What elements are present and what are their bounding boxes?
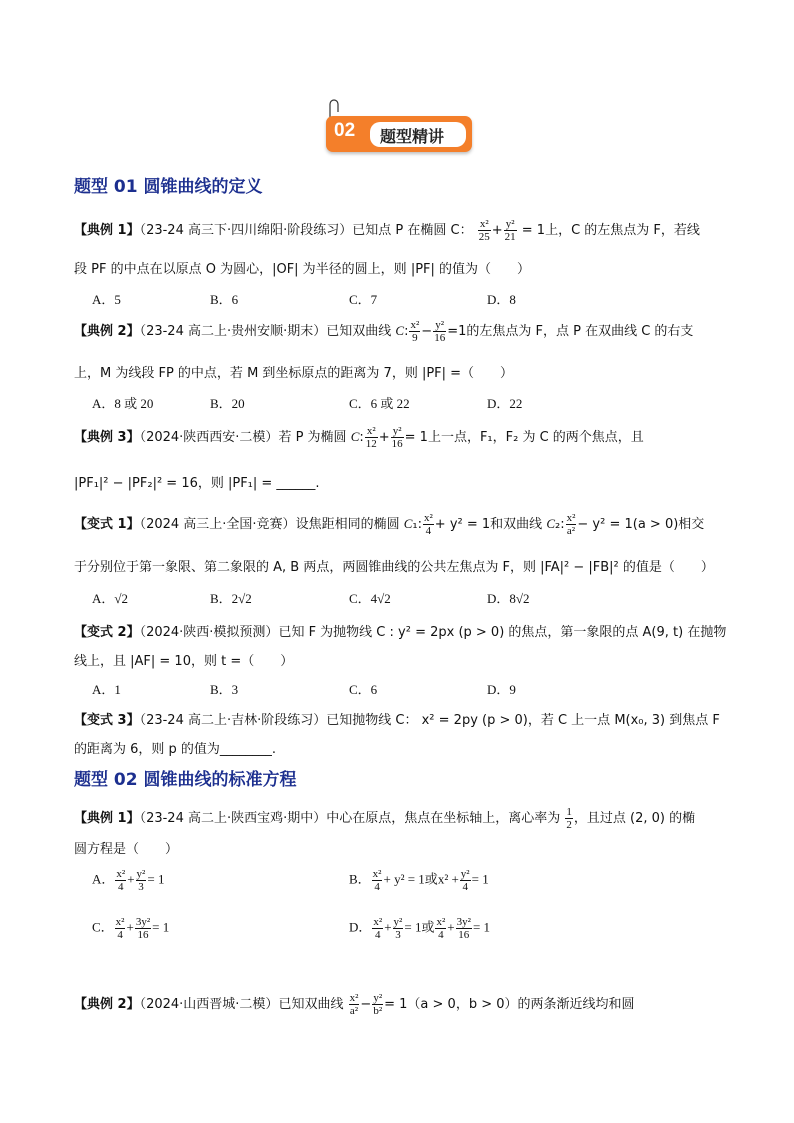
variant-3-line-1: 【变式 3】（23-24 高二上·吉林·阶段练习）已知抛物线 C： x² = 2py (p > 0)，若 C 上一点 M(x₀, 3) 到焦点 F (74, 713, 720, 728)
variant-1-line-1: 【变式 1】（2024 高三上·全国·竞赛）设焦距相同的椭圆 C₁: $\frac{\text{x²}}{4}$ + y² = 1和双曲线 C₂: $\frac{\text{x²}}{\text{a²}}$ − y² = 1(a > 0)相交 (74, 512, 705, 537)
question-3-line-1: 【典例 3】（2024·陕西西安·二模）若 P 为椭圆 C: $\frac{\text{x²}}{12}$ + $\frac{\text{y²}}{16}$ = 1上一点，F₁，F₂ 为 C 的两个焦点，且 (74, 425, 644, 450)
v2-option-d[interactable]: D．9 (487, 682, 516, 697)
q4-option-a[interactable]: A． $\frac{\text{x²}}{4}$ + $\frac{\text{y²}}{3}$ = 1 (92, 868, 165, 893)
q2-option-b[interactable]: B．20 (210, 396, 245, 411)
variant-2-line-1: 【变式 2】（2024·陕西·模拟预测）已知 F 为抛物线 C : y² = 2px (p > 0) 的焦点，第一象限的点 A(9, t) 在抛物 (74, 625, 727, 640)
question-1-line-1: 【典例 1】（23-24 高三下·四川绵阳·阶段练习）已知点 P 在椭圆 C： $\frac{\text{x²}}{25}$ + $\frac{\text{y²}}{21}$ = 1上，C 的左焦点为 F，若线 (74, 218, 700, 243)
question-1-line-2: 段 PF 的中点在以原点 O 为圆心，|OF| 为半径的圆上，则 |PF| 的值为（ ） (74, 262, 531, 277)
q4-option-c[interactable]: C． $\frac{\text{x²}}{4}$ + $\frac{\text{3y²}}{16}$ = 1 (92, 916, 170, 941)
q2-option-c[interactable]: C．6 或 22 (349, 396, 410, 411)
variant-3-line-2: 的距离为 6，则 p 的值为________. (74, 742, 277, 757)
question-4-line-2: 圆方程是（ ） (74, 842, 179, 857)
v2-option-a[interactable]: A．1 (92, 682, 121, 697)
v1-option-b[interactable]: B．2√2 (210, 591, 252, 606)
badge-label: 题型精讲 (380, 127, 445, 146)
q1-option-d[interactable]: D．8 (487, 292, 516, 307)
section-badge (326, 112, 472, 152)
q2-option-d[interactable]: D．22 (487, 396, 523, 411)
badge-number: 02 (334, 120, 356, 141)
question-2-line-2: 上，M 为线段 FP 的中点，若 M 到坐标原点的距离为 7，则 |PF| =（ ） (74, 366, 514, 381)
variant-1-line-2: 于分别位于第一象限、第二象限的 A, B 两点，两圆锥曲线的公共左焦点为 F，则 |FA|² − |FB|² 的值是（ ） (74, 560, 714, 575)
question-4-line-1: 【典例 1】（23-24 高二上·陕西宝鸡·期中）中心在原点，焦点在坐标轴上，离心率为 $\frac{1}{2}$ ，且过点 (2, 0) 的椭 (74, 806, 696, 831)
question-2-line-1: 【典例 2】（23-24 高二上·贵州安顺·期末）已知双曲线 C: $\frac{\text{x²}}{9}$ − $\frac{\text{y²}}{16}$ =1的左焦点为 F，点 P 在双曲线 C 的右支 (74, 319, 694, 344)
q1-option-c[interactable]: C．7 (349, 292, 378, 307)
question-5-line-1: 【典例 2】（2024·山西晋城·二模）已知双曲线 $\frac{\text{x²}}{\text{a²}}$ − $\frac{\text{y²}}{\text{b²}}$ = 1（a > 0，b > 0）的两条渐近线均和圆 (74, 992, 635, 1017)
variant-2-line-2: 线上，且 |AF| = 10，则 t =（ ） (74, 654, 294, 669)
v1-option-c[interactable]: C．4√2 (349, 591, 391, 606)
section-title-02: 题型 02 圆锥曲线的标准方程 (74, 770, 297, 790)
v2-option-b[interactable]: B．3 (210, 682, 239, 697)
section-title-01: 题型 01 圆锥曲线的定义 (74, 177, 263, 197)
v2-option-c[interactable]: C．6 (349, 682, 378, 697)
q4-option-b[interactable]: B． $\frac{\text{x²}}{4}$ + y² = 1或x² + $\frac{\text{y²}}{4}$ = 1 (349, 868, 489, 893)
q1-option-b[interactable]: B．6 (210, 292, 239, 307)
v1-option-d[interactable]: D．8√2 (487, 591, 530, 606)
v1-option-a[interactable]: A．√2 (92, 591, 129, 606)
question-3-line-2: |PF₁|² − |PF₂|² = 16，则 |PF₁| = ______. (74, 476, 320, 491)
q2-option-a[interactable]: A．8 或 20 (92, 396, 154, 411)
q1-option-a[interactable]: A．5 (92, 292, 121, 307)
q4-option-d[interactable]: D． $\frac{\text{x²}}{4}$ + $\frac{\text{y²}}{3}$ = 1或 $\frac{\text{x²}}{4}$ + $\frac{\text{3y²}}{16}$ = 1 (349, 916, 491, 941)
